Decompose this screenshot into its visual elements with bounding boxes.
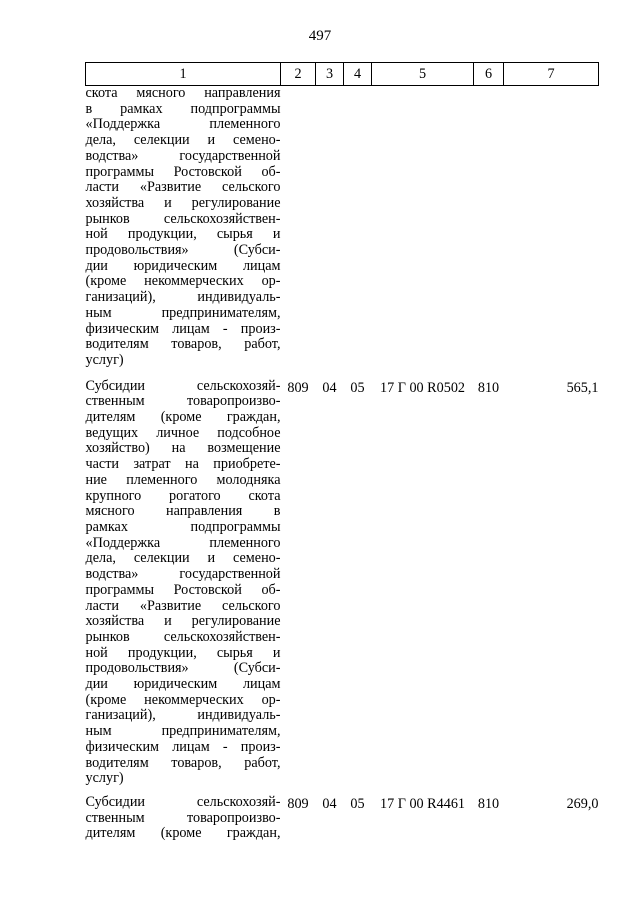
description-line: «Поддержка племенного (85, 116, 281, 133)
cell-code-subsection: 05 (350, 795, 365, 812)
page-number: 497 (308, 28, 332, 44)
description-line: водства» государственной (85, 147, 281, 164)
description-line: части затрат на приобрете- (85, 456, 281, 473)
description-line: дителям (кроме граждан, (85, 409, 281, 426)
cell-code-subsection: 05 (350, 379, 365, 396)
description-line: физическим лицам - произ- (85, 320, 281, 337)
description-line: продовольствия» (Субси- (85, 242, 281, 259)
table-header-row (86, 63, 599, 86)
row-description (86, 787, 281, 842)
description-line: ственным товаропроизво- (85, 393, 281, 410)
cell-code-admin: 809 (287, 379, 309, 396)
cell-code-expense-type: 810 (477, 379, 500, 396)
table-body (86, 86, 599, 843)
description-line: рамках подпрограммы (85, 518, 281, 535)
cell-code-subsection (344, 86, 372, 369)
description-line: Субсидии сельскохозяй- (85, 793, 281, 810)
description-line: (кроме некоммерческих ор- (85, 273, 281, 290)
column-header-5: 5 (372, 63, 474, 86)
row-description (86, 86, 281, 369)
description-line: мясного направления в (85, 503, 281, 520)
description-line: дителям (кроме граждан, (85, 825, 281, 842)
description-line: ганизаций), индивидуаль- (85, 707, 281, 724)
description-line: «Поддержка племенного (85, 534, 281, 551)
description-line: хозяйства и регулирование (85, 613, 281, 630)
row-description (86, 369, 281, 787)
description-line: ной продукции, сырья и (85, 226, 281, 243)
cell-code-section (316, 86, 344, 369)
description-line: ганизаций), индивидуаль- (85, 289, 281, 306)
description-line: дела, селекции и семено- (85, 550, 281, 567)
cell-code-admin (281, 86, 316, 369)
description-line: ным предпринимателям, (85, 723, 281, 740)
description-line: ственным товаропроизво- (85, 809, 281, 826)
table-row (86, 787, 599, 842)
description-line: ласти «Развитие сельского (85, 179, 281, 196)
description-line: (кроме некоммерческих ор- (85, 691, 281, 708)
column-header-4: 4 (344, 63, 372, 86)
cell-code-target (372, 86, 474, 369)
budget-table (85, 62, 599, 842)
cell-amount: 565,1 (566, 379, 599, 396)
description-line: ной продукции, сырья и (85, 644, 281, 661)
description-line: ведущих личное подсобное (85, 424, 281, 441)
column-header-1: 1 (86, 63, 281, 86)
description-line: ние племенного молодняка (85, 471, 281, 488)
description-line: в рамках подпрограммы (85, 100, 281, 117)
description-line: продовольствия» (Субси- (85, 660, 281, 677)
description-line: хозяйство) на возмещение (85, 440, 281, 457)
description-line: программы Ростовской об- (85, 163, 281, 180)
description-line: ласти «Развитие сельского (85, 597, 281, 614)
cell-code-expense-type (474, 86, 504, 369)
description-line: программы Ростовской об- (85, 581, 281, 598)
description-line: водителям товаров, работ, (85, 754, 281, 771)
description-line: Субсидии сельскохозяй- (85, 377, 281, 394)
description-line: скота мясного направления (85, 85, 281, 101)
cell-code-admin: 809 (287, 795, 309, 812)
description-line: дии юридическим лицам (85, 676, 281, 693)
description-line: дии юридическим лицам (85, 257, 281, 274)
description-line: крупного рогатого скота (85, 487, 281, 504)
description-line: хозяйства и регулирование (85, 194, 281, 211)
description-line: ным предпринимателям, (85, 304, 281, 321)
description-line: физическим лицам - произ- (85, 738, 281, 755)
cell-amount: 269,0 (566, 795, 599, 812)
cell-amount (504, 86, 599, 369)
column-header-7: 7 (504, 63, 599, 86)
cell-code-section: 04 (322, 379, 337, 396)
cell-code-target: 17 Г 00 R0502 (379, 379, 466, 396)
cell-code-expense-type: 810 (477, 795, 500, 812)
description-line: рынков сельскохозяйствен- (85, 628, 281, 645)
column-header-6: 6 (474, 63, 504, 86)
column-header-2: 2 (281, 63, 316, 86)
description-line: услуг) (85, 770, 124, 787)
description-line: водства» государственной (85, 566, 281, 583)
description-line: водителям товаров, работ, (85, 336, 281, 353)
description-line: услуг) (85, 351, 124, 368)
cell-code-target: 17 Г 00 R4461 (379, 795, 466, 812)
table-row (86, 86, 599, 369)
description-line: рынков сельскохозяйствен- (85, 210, 281, 227)
cell-code-section: 04 (322, 795, 337, 812)
column-header-3: 3 (316, 63, 344, 86)
table-row (86, 369, 599, 787)
description-line: дела, селекции и семено- (85, 132, 281, 149)
